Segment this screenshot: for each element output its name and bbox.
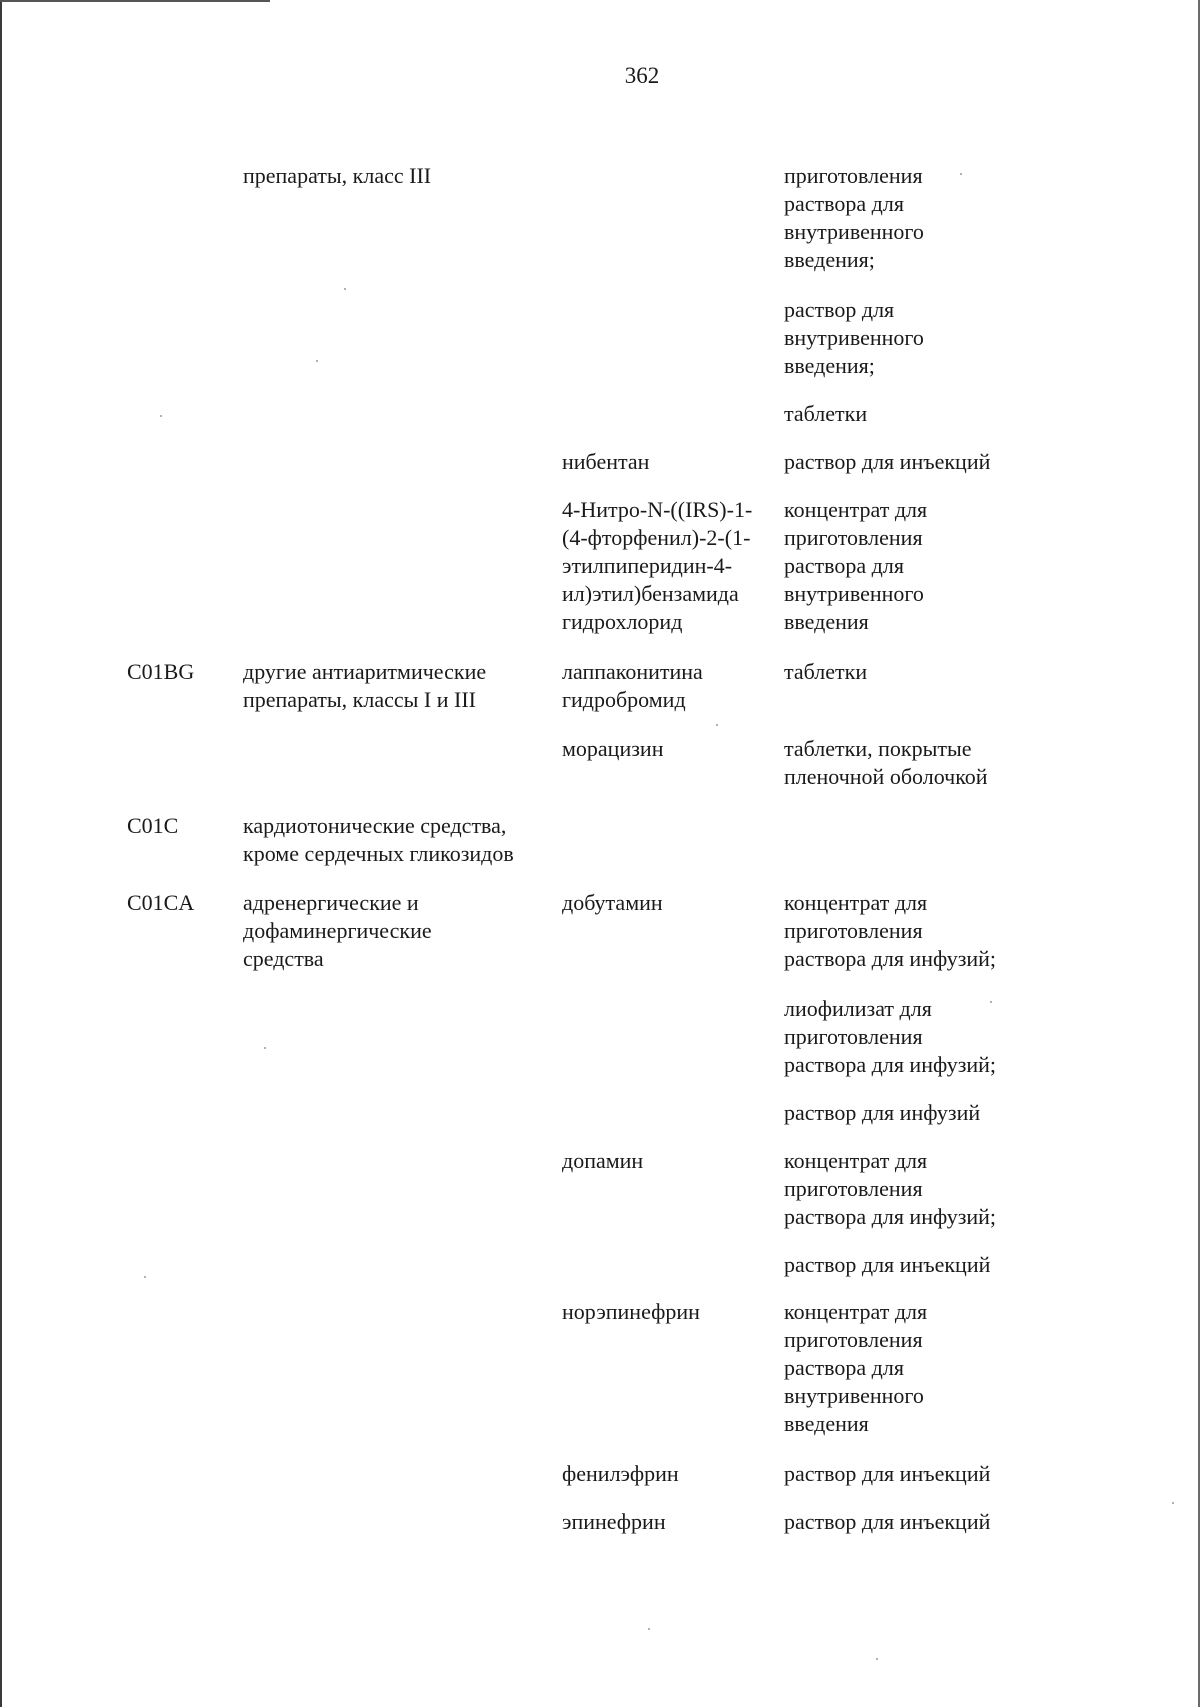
scan-edge-left: [0, 0, 2, 1707]
scan-speck: [960, 173, 962, 175]
scan-speck: [716, 724, 718, 726]
row-5-name: другие антиаритмические препараты, классы I и III: [243, 659, 487, 712]
row-8-name: адренергические и дофаминергические средства: [243, 890, 432, 971]
row-3-form: раствор для инъекций: [784, 449, 991, 474]
row-2-form: таблетки: [784, 401, 868, 426]
scan-speck: [1172, 1502, 1174, 1504]
scan-speck: [160, 415, 162, 417]
row-10-form: раствор для инфузий: [784, 1100, 981, 1125]
row-6-drug: морацизин: [562, 736, 664, 761]
row-5-form: таблетки: [784, 659, 868, 684]
row-0-name: препараты, класс III: [243, 163, 432, 188]
row-4-form: концентрат для приготовления раствора для внутривенного введения: [784, 497, 928, 634]
scan-speck: [990, 1001, 992, 1003]
scan-speck: [648, 1628, 650, 1630]
scan-edge-top: [0, 0, 270, 2]
row-14-drug: фенилэфрин: [562, 1461, 679, 1486]
page-number: 362: [624, 63, 660, 88]
scan-speck: [264, 1047, 266, 1049]
row-8-code: C01CA: [127, 890, 195, 915]
row-8-drug: добутамин: [562, 890, 663, 915]
row-12-form: раствор для инъекций: [784, 1252, 991, 1277]
row-7-name: кардиотонические средства, кроме сердечных гликозидов: [243, 813, 514, 866]
row-7-code: C01C: [127, 813, 179, 838]
row-3-drug: нибентан: [562, 449, 650, 474]
row-6-form: таблетки, покрытые пленочной оболочкой: [784, 736, 988, 789]
row-8-form: концентрат для приготовления раствора для инфузий;: [784, 890, 997, 971]
row-0-form: приготовления раствора для внутривенного введения;: [784, 163, 924, 272]
scan-speck: [876, 1658, 878, 1660]
scan-speck: [144, 1276, 146, 1278]
row-5-drug: лаппаконитина гидробромид: [562, 659, 703, 712]
row-11-form: концентрат для приготовления раствора для инфузий;: [784, 1148, 997, 1229]
row-13-drug: норэпинефрин: [562, 1299, 700, 1324]
row-1-form: раствор для внутривенного введения;: [784, 297, 924, 378]
row-11-drug: допамин: [562, 1148, 644, 1173]
row-5-code: C01BG: [127, 659, 195, 684]
row-14-form: раствор для инъекций: [784, 1461, 991, 1486]
scan-speck: [344, 288, 346, 290]
row-9-form: лиофилизат для приготовления раствора для инфузий;: [784, 996, 997, 1077]
row-13-form: концентрат для приготовления раствора для внутривенного введения: [784, 1299, 928, 1436]
row-15-drug: эпинефрин: [562, 1509, 666, 1534]
row-15-form: раствор для инъекций: [784, 1509, 991, 1534]
row-4-drug: 4-Нитро-N-((IRS)-1- (4-фторфенил)-2-(1- этилпиперидин-4- ил)этил)бензамида гидрохлорид: [562, 497, 753, 634]
scan-speck: [316, 360, 318, 362]
